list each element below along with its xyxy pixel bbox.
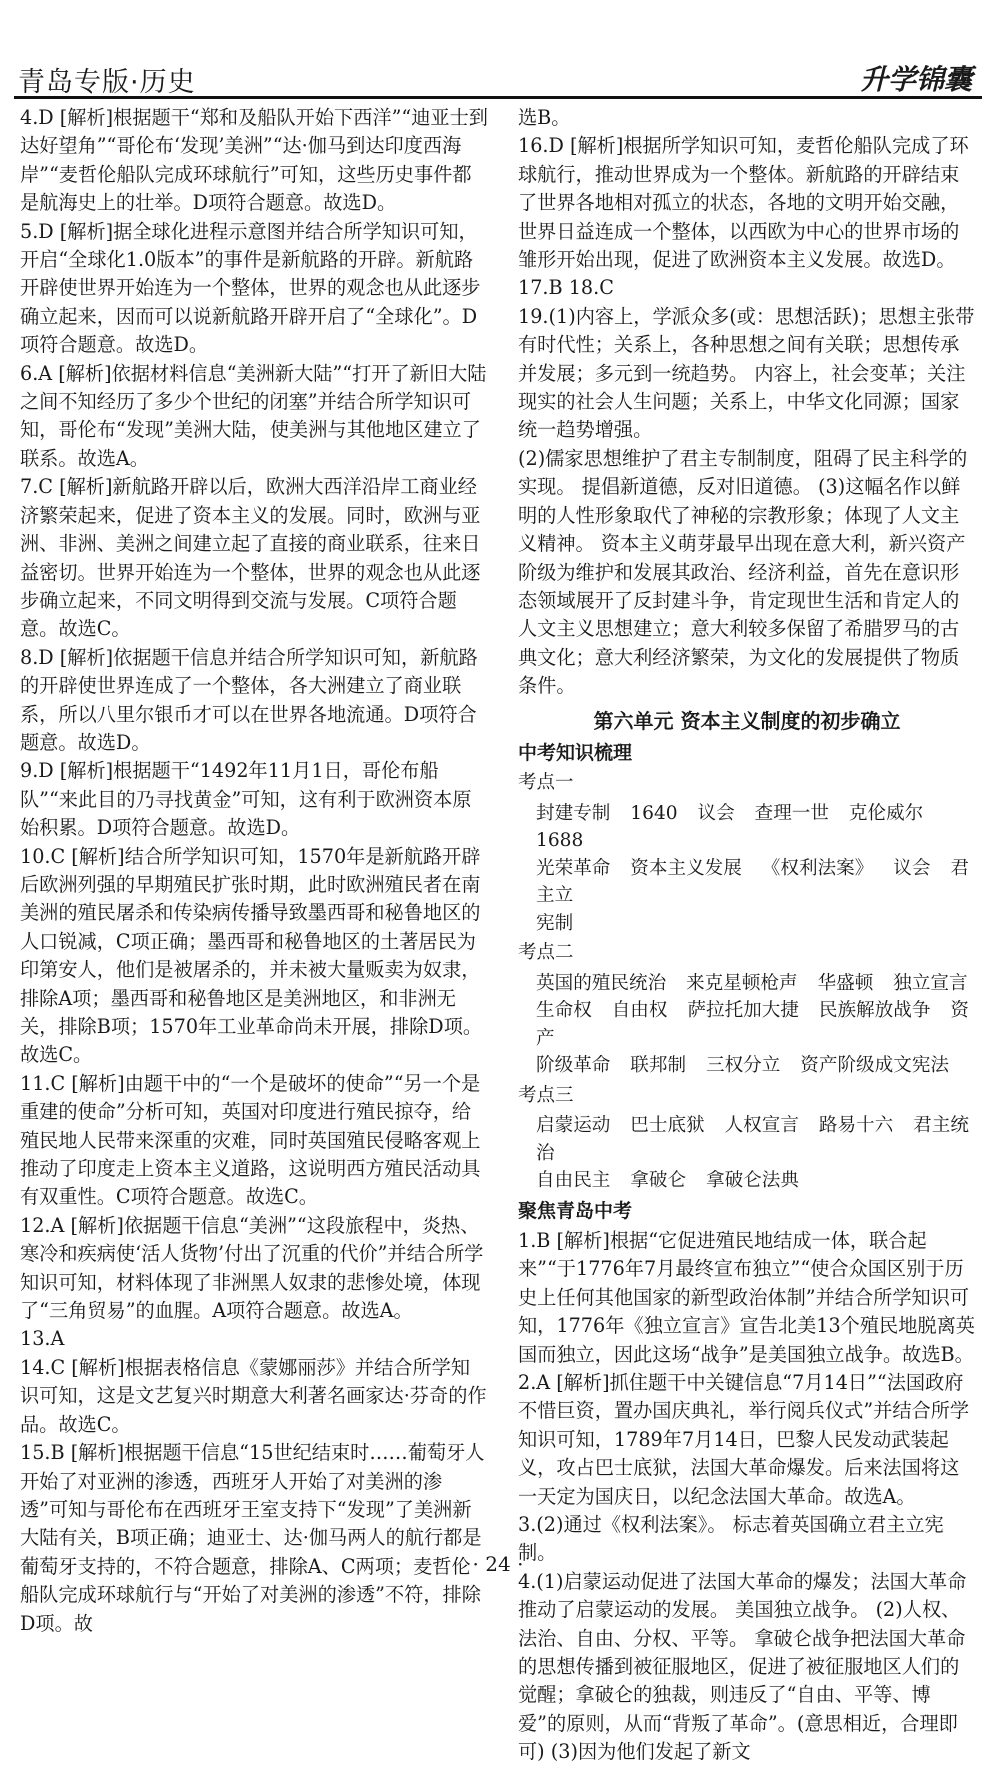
- keyword-line: 阶级革命 联邦制 三权分立 资产阶级成文宪法: [536, 1055, 950, 1077]
- left-column: [20, 104, 488, 1638]
- header-book-title: 青岛专版·历史: [18, 67, 196, 98]
- answer-item: 14.C [解析]根据表格信息《蒙娜丽莎》并结合所学知识可知，这是文艺复兴时期意大利著名画家达·芬奇的作品。故选C。: [20, 1355, 487, 1436]
- header-brand: 升学锦囊: [859, 63, 972, 96]
- keyword-line: 生命权 自由权 萨拉托加大捷 民族解放战争 资产: [536, 1000, 969, 1049]
- answer-item: 9.D [解析]根据题干“1492年11月1日，哥伦布船队”“来此目的乃寻找黄金”可知，这有利于欧洲资本原始积累。D项符合题意。故选D。: [20, 759, 472, 840]
- answer-item: 8.D [解析]依据题干信息并结合所学知识可知，新航路的开辟使世界连成了一个整体，各大洲建立了商业联系，所以八里尔银币才可以在世界各地流通。D项符合题意。故选D。: [20, 645, 478, 754]
- right-column: [518, 104, 976, 1767]
- keyword-line: 英国的殖民统治 来克星顿枪声 华盛顿 独立宣言: [536, 972, 968, 994]
- keyword-line: 光荣革命 资本主义发展 《权利法案》 议会 君主立: [536, 857, 969, 907]
- key-point-label: 考点一: [518, 772, 574, 794]
- knowledge-section-title: 中考知识梳理: [518, 741, 633, 764]
- focus-section-title: 聚焦青岛中考: [518, 1199, 633, 1222]
- answer-item: 5.D [解析]据全球化进程示意图并结合所学知识可知，开启“全球化1.0版本”的事件是新航路的开辟。新航路开辟使世界开始连为一个整体，世界的观念也从此逐步确立起来，因而可以说新航路开辟开启了“全球化”。D项符合题意。故选D。: [20, 219, 481, 357]
- keyword-line: 宪制: [536, 912, 574, 934]
- answer-item: 19.(1)内容上，学派众多(或：思想活跃)；思想主张带有时代性；关系上，各种思想之间有关联；思想传承并发展；多元到一统趋势。 内容上，社会变革；关注现实的社会人生问题；关系上，中华文化同源；国家统一趋势增强。: [518, 304, 975, 442]
- answer-item: 11.C [解析]由题干中的“一个是破坏的使命”“另一个是重建的使命”分析可知，英国对印度进行殖民掠夺，给殖民地人民带来深重的灾难，同时英国殖民侵略客观上推动了印度走上资本主义道路，这说明西方殖民活动具有双重性。C项符合题意。故选C。: [20, 1071, 481, 1209]
- answer-item: 2.A [解析]抓住题干中关键信息“7月14日”“法国政府不惜巨资，置办国庆典礼，举行阅兵仪式”并结合所学知识可知，1789年7月14日，巴黎人民发动武装起义，攻占巴士底狱，法国大革命爆发。后来法国将这一天定为国庆日，以纪念法国大革命。故选A。: [518, 1371, 970, 1508]
- answer-item: (2)儒家思想维护了君主专制制度，阻碍了民主科学的实现。 提倡新道德，反对旧道德。 (3)这幅名作以鲜明的人性形象取代了神秘的宗教形象；体现了人文主义精神。 资本主义萌芽最早出现在意大利，新兴资产阶级为维护和发展其政治、经济利益，首先在意识形态领域展开了反封建斗争，肯定现世生活和肯定人的人文主义思想建立；意大利较多保留了希腊罗马的古典文化；意大利经济繁荣，为文化的发展提供了物质条件。: [518, 446, 968, 698]
- answer-item: 6.A [解析]依据材料信息“美洲新大陆”“打开了新旧大陆之间不知经历了多少个世纪的闭塞”并结合所学知识可知，哥伦布“发现”美洲大陆，使美洲与其他地区建立了联系。故选A。: [20, 361, 487, 470]
- answer-item: 16.D [解析]根据所学知识可知，麦哲伦船队完成了环球航行，推动世界成为一个整体。新航路的开辟结束了世界各地相对孤立的状态，各地的文明开始交融，世界日益连成一个整体，以西欧为中心的世界市场的雏形开始出现，促进了欧洲资本主义发展。故选D。: [518, 134, 969, 272]
- answer-item: 17.B 18.C: [518, 276, 614, 300]
- answer-item: 3.(2)通过《权利法案》。 标志着英国确立君主立宪制。: [518, 1513, 944, 1565]
- answer-item: 12.A [解析]依据题干信息“美洲”“这段旅程中，炎热、寒冷和疾病使‘活人货物’付出了沉重的代价”并结合所学知识可知，材料体现了非洲黑人奴隶的悲惨处境，体现了“三角贸易”的血腥。A项符合题意。故选A。: [20, 1213, 484, 1323]
- keyword-line: 封建专制 1640 议会 查理一世 克伦威尔 1688: [536, 802, 924, 852]
- key-point-label: 考点三: [518, 1084, 574, 1106]
- answer-item: 4.D [解析]根据题干“郑和及船队开始下西洋”“迪亚士到达好望角”“哥伦布‘发现’美洲”“达·伽马到达印度西海岸”“麦哲伦船队完成环球航行”可知，这些历史事件都是航海史上的壮举。D项符合题意。故选D。: [20, 106, 488, 215]
- unit-title: 第六单元 资本主义制度的初步确立: [593, 708, 901, 733]
- page-header: [0, 0, 996, 98]
- page-number: · 24 ·: [472, 1552, 524, 1576]
- answer-item: 7.C [解析]新航路开辟以后，欧洲大西洋沿岸工商业经济繁荣起来，促进了资本主义的发展。同时，欧洲与亚洲、非洲、美洲之间建立起了直接的商业联系，往来日益密切。世界开始连为一个整体，世界的观念也从此逐步确立起来，不同文明得到交流与发展。C项符合题意。故选C。: [20, 475, 481, 641]
- keyword-line: 启蒙运动 巴士底狱 人权宣言 路易十六 君主统治: [536, 1115, 969, 1164]
- answer-item: 13.A: [20, 1327, 65, 1351]
- answer-item: 选B。: [518, 106, 571, 129]
- answer-item: 10.C [解析]结合所学知识可知，1570年是新航路开辟后欧洲列强的早期殖民扩张时期，此时欧洲殖民者在南美洲的殖民屠杀和传染病传播导致墨西哥和秘鲁地区的人口锐减，C项正确；墨西哥和秘鲁地区的土著居民为印第安人，他们是被屠杀的，并未被大量贩卖为奴隶，排除A项；墨西哥和秘鲁地区是美洲地区，和非洲无关，排除B项；1570年工业革命尚未开展，排除D项。故选C。: [20, 844, 483, 1067]
- answer-item: 4.(1)启蒙运动促进了法国大革命的爆发；法国大革命推动了启蒙运动的发展。 美国独立战争。 (2)人权、法治、自由、分权、平等。 拿破仑战争把法国大革命的思想传播到被征服地区，促进了被征服地区人们的觉醒；拿破仑的独裁，则违反了“自由、平等、博爱”的原则，从而“背叛了革命”。(意思相近，合理即可) (3)因为他们发起了新文: [518, 1569, 967, 1764]
- key-point-label: 考点二: [518, 942, 574, 964]
- answer-item: 15.B [解析]根据题干信息“15世纪结束时……葡萄牙人开始了对亚洲的渗透，西班牙人开始了对美洲的渗透”可知与哥伦布在西班牙王室支持下“发现”了美洲新大陆有关，B项正确；迪亚士、达·伽马两人的航行都是葡萄牙支持的，不符合题意，排除A、C两项；麦哲伦船队完成环球航行与“开始了对美洲的渗透”不符，排除D项。故: [20, 1441, 485, 1635]
- answer-item: 1.B [解析]根据“它促进殖民地结成一体，联合起来”“于1776年7月最终宣布独立”“使合众国区别于历史上任何其他国家的新型政治体制”并结合所学知识可知，1776年《独立宣言》宣告北美13个殖民地脱离英国而独立，因此这场“战争”是美国独立战争。故选B。: [518, 1228, 975, 1366]
- keyword-line: 自由民主 拿破仑 拿破仑法典: [536, 1170, 799, 1192]
- header-rule: [14, 96, 982, 99]
